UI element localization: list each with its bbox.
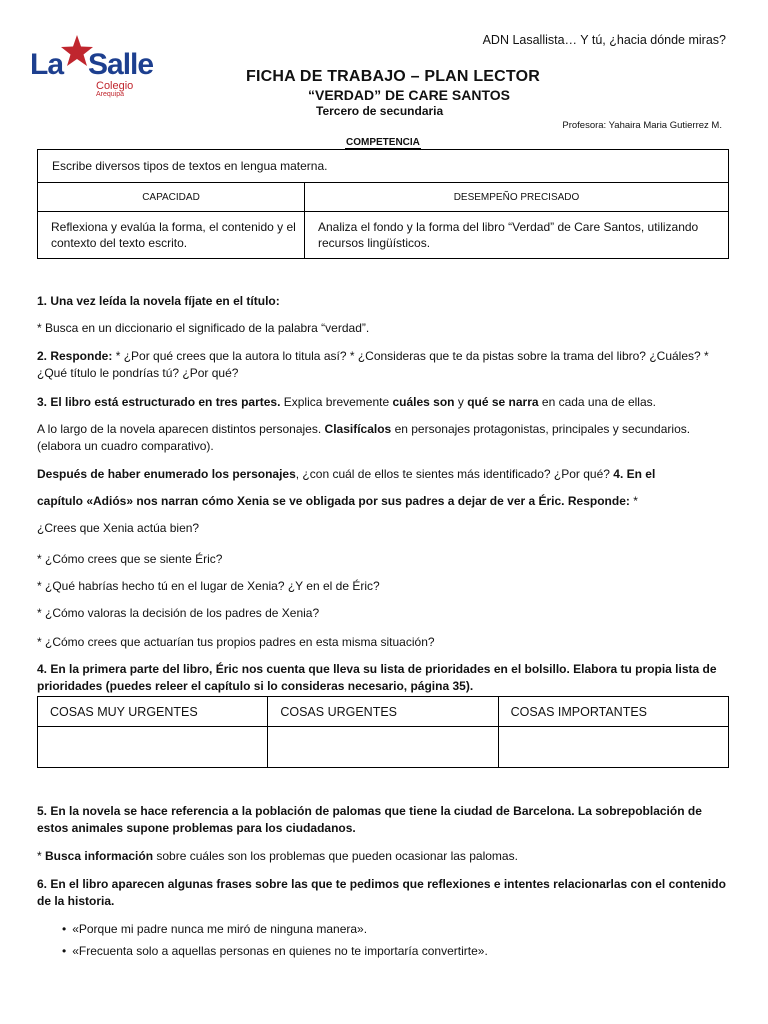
question-3-bold3: qué se narra bbox=[467, 395, 539, 409]
logo-colegio-text: Colegio bbox=[96, 80, 134, 92]
priority-header-important: COSAS IMPORTANTES bbox=[498, 697, 728, 727]
question-eric-feel: * ¿Cómo crees que se siente Éric? bbox=[37, 552, 223, 566]
teacher-label: Profesora: Yahaira Maria Gutierrez M. bbox=[562, 120, 722, 131]
competencia-table bbox=[37, 149, 729, 259]
priority-cell-urgent[interactable] bbox=[268, 727, 498, 768]
competencia-text: Escribe diversos tipos de textos en lengua materna. bbox=[38, 150, 729, 183]
logo-la-text: La bbox=[30, 48, 64, 81]
logo-salle-text: Salle bbox=[88, 48, 154, 81]
question-3-bold: 3. El libro está estructurado en tres partes. bbox=[37, 395, 281, 409]
quote-list bbox=[62, 918, 488, 962]
grade-label: Tercero de secundaria bbox=[316, 104, 444, 118]
question-1-text: 1. Una vez leída la novela fíjate en el título: bbox=[37, 294, 280, 308]
question-3 bbox=[37, 394, 733, 411]
question-3c-bold: Después de haber enumerado los personajes bbox=[37, 467, 296, 481]
la-salle-logo bbox=[30, 36, 170, 98]
header-motto: ADN Lasallista… Y tú, ¿hacia dónde miras? bbox=[482, 33, 726, 47]
question-3b-text2: en personajes protagonistas, principales y secundarios. (elabora un cuadro comparativo). bbox=[37, 422, 691, 453]
question-own-parents: * ¿Cómo crees que actuarían tus propios padres en esta misma situación? bbox=[37, 635, 435, 649]
competencia-label: COMPETENCIA bbox=[346, 137, 420, 148]
question-1-sub: * Busca en un diccionario el significado de la palabra “verdad”. bbox=[37, 321, 370, 335]
question-3d-text: * bbox=[629, 494, 638, 508]
book-title: “VERDAD” DE CARE SANTOS bbox=[308, 87, 510, 103]
question-5-sub bbox=[37, 848, 733, 865]
question-3d-bold: capítulo «Adiós» nos narran cómo Xenia se ve obligada por sus padres a dejar de ver a Éric. Responde: bbox=[37, 494, 630, 508]
desempeno-cell: Analiza el fondo y la forma del libro “Verdad” de Care Santos, utilizando recursos lingüísticos. bbox=[305, 212, 729, 259]
question-3c-bold2: 4. En el bbox=[613, 467, 656, 481]
question-3-text2: y bbox=[454, 395, 468, 409]
quote-item: • «Frecuenta solo a aquellas personas en quienes no te importaría convertirte». bbox=[62, 940, 488, 962]
desempeno-header: DESEMPEÑO PRECISADO bbox=[305, 183, 729, 212]
question-3b-text1: A lo largo de la novela aparecen distintos personajes. bbox=[37, 422, 325, 436]
question-2-bold: 2. Responde: bbox=[37, 349, 113, 363]
question-adios bbox=[37, 493, 733, 510]
capacidad-header: CAPACIDAD bbox=[38, 183, 305, 212]
capacidad-cell: Reflexiona y evalúa la forma, el contenido y el contexto del texto escrito. bbox=[38, 212, 305, 259]
question-3c-text: , ¿con cuál de ellos te sientes más identificado? ¿Por qué? bbox=[295, 467, 614, 481]
question-5: 5. En la novela se hace referencia a la población de palomas que tiene la ciudad de Barcelona. La sobrepoblación de estos animales supone problemas para los ciudadanos. bbox=[37, 804, 702, 835]
priority-header-urgent: COSAS URGENTES bbox=[268, 697, 498, 727]
question-2-text: * ¿Por qué crees que la autora lo titula así? * ¿Consideras que te da pistas sobre la trama del libro? ¿Cuáles? * ¿Qué título le pondrías tú? ¿Por qué? bbox=[37, 349, 709, 380]
question-1 bbox=[37, 293, 733, 310]
priorities-table bbox=[37, 696, 729, 768]
question-4: 4. En la primera parte del libro, Éric nos cuenta que lleva su lista de prioridades en el bolsillo. Elabora tu propia lista de prioridades (puedes releer el capítulo si lo consideras necesario, página 35). bbox=[37, 662, 717, 693]
question-3-characters bbox=[37, 421, 733, 455]
question-xenia: ¿Crees que Xenia actúa bien? bbox=[37, 521, 200, 535]
question-5-star: * bbox=[37, 849, 46, 863]
question-2 bbox=[37, 348, 733, 382]
question-5-text: sobre cuáles son los problemas que pueden ocasionar las palomas. bbox=[153, 849, 518, 863]
question-what-would-you-do: * ¿Qué habrías hecho tú en el lugar de Xenia? ¿Y en el de Éric? bbox=[37, 579, 380, 593]
question-3-bold2: cuáles son bbox=[392, 395, 455, 409]
priority-cell-important[interactable] bbox=[498, 727, 728, 768]
question-5-bold: Busca información bbox=[45, 849, 154, 863]
question-3b-bold: Clasifícalos bbox=[324, 422, 392, 436]
question-3-text1: Explica brevemente bbox=[280, 395, 393, 409]
page-title: FICHA DE TRABAJO – PLAN LECTOR bbox=[246, 68, 541, 85]
priority-header-very-urgent: COSAS MUY URGENTES bbox=[38, 697, 268, 727]
question-parents-decision: * ¿Cómo valoras la decisión de los padres de Xenia? bbox=[37, 606, 320, 620]
question-3-identify bbox=[37, 466, 733, 483]
logo-city-text: Arequipa bbox=[96, 91, 125, 98]
priority-cell-very-urgent[interactable] bbox=[38, 727, 268, 768]
question-3-text3: en cada una de ellas. bbox=[538, 395, 656, 409]
question-6: 6. En el libro aparecen algunas frases sobre las que te pedimos que reflexiones e intentes relacionarlas con el contenido de la historia. bbox=[37, 877, 726, 908]
quote-item: • «Porque mi padre nunca me miró de ninguna manera». bbox=[62, 918, 488, 940]
